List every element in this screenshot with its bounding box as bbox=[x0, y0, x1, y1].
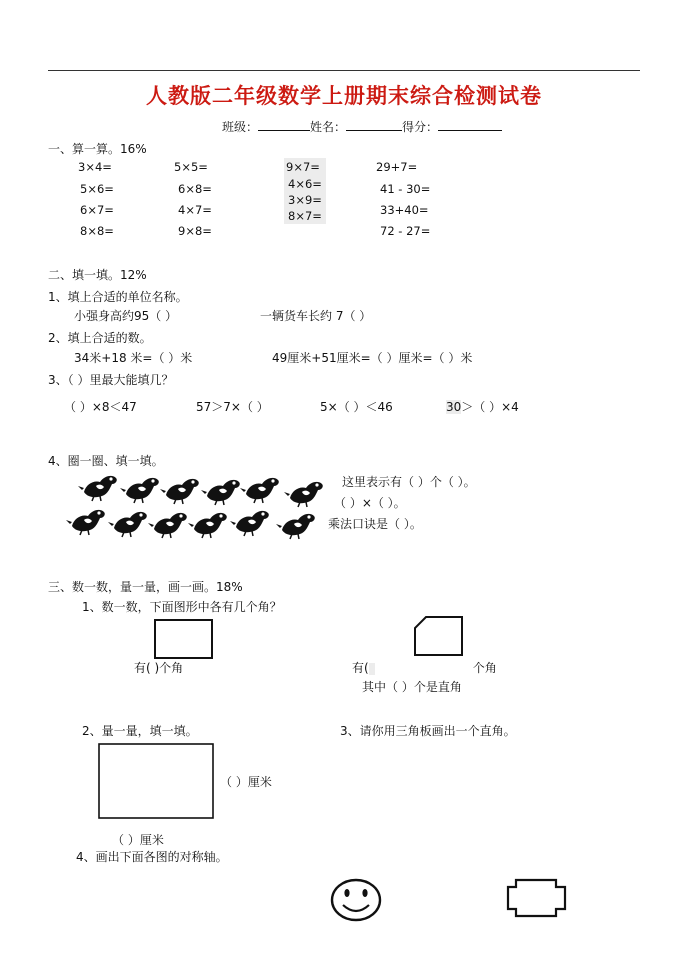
question-3-1: 1、数一数，下面图形中各有几个角？ bbox=[82, 600, 282, 614]
cut-corner-shape bbox=[415, 617, 462, 655]
calc-col4-item: 72 - 27= bbox=[380, 224, 431, 238]
cross-shape bbox=[508, 880, 565, 916]
smiley-face-icon bbox=[332, 880, 380, 920]
shaded-number: 30 bbox=[446, 400, 462, 414]
question-2-3a: （ ）×8＜47 bbox=[64, 400, 137, 414]
calc-col4-item: 41 - 30= bbox=[380, 182, 431, 196]
question-3-1a: 有( )个角 bbox=[134, 661, 184, 675]
question-2-4: 4、圈一圈、填一填。 bbox=[48, 454, 164, 468]
page-title: 人教版二年级数学上册期末综合检测试卷 bbox=[146, 84, 542, 108]
rectangle-shape bbox=[155, 620, 212, 658]
calc-col2-item: 6×8= bbox=[178, 182, 212, 196]
question-3-1b: 有( 个角 bbox=[352, 661, 497, 675]
class-label: 班级： bbox=[222, 120, 259, 134]
calc-col3-item: 3×9= bbox=[288, 193, 322, 207]
question-2-3b: 57＞7×（ ） bbox=[196, 400, 269, 414]
question-3-2: 2、量一量，填一填。 bbox=[82, 724, 198, 738]
score-label: 得分： bbox=[402, 120, 439, 134]
question-2-4a: 这里表示有（ ）个（ ）。 bbox=[342, 475, 476, 489]
calc-col2-item: 5×5= bbox=[174, 160, 208, 174]
question-3-2a: （ ）厘米 bbox=[220, 775, 272, 789]
name-label: 姓名： bbox=[310, 120, 347, 134]
question-2-3: 3、（ ）里最大能填几？ bbox=[48, 373, 174, 387]
question-2-2: 2、填上合适的数。 bbox=[48, 331, 152, 345]
question-3-3: 3、请你用三角板画出一个直角。 bbox=[340, 724, 516, 738]
question-2-1a: 小强身高约95（ ） bbox=[74, 309, 178, 323]
calc-col4-item: 33+40= bbox=[380, 203, 429, 217]
calc-col2-item: 9×8= bbox=[178, 224, 212, 238]
question-2-3d: 30＞（ ）×4 bbox=[446, 400, 519, 414]
calc-col3-item: 9×7= bbox=[286, 160, 320, 174]
measure-rectangle bbox=[99, 744, 213, 818]
question-2-1: 1、填上合适的单位名称。 bbox=[48, 290, 188, 304]
calc-col1-item: 8×8= bbox=[80, 224, 114, 238]
section-3-heading: 三、数一数，量一量，画一画。18% bbox=[48, 580, 243, 594]
calc-col1-item: 3×4= bbox=[78, 160, 112, 174]
question-2-1b: 一辆货车长约 7（ ） bbox=[260, 309, 372, 323]
question-3-4: 4、画出下面各图的对称轴。 bbox=[76, 850, 228, 864]
calc-col2-item: 4×7= bbox=[178, 203, 212, 217]
calc-col3-item: 4×6= bbox=[288, 177, 322, 191]
section-2-heading: 二、填一填。12% bbox=[48, 268, 147, 282]
calc-col1-item: 5×6= bbox=[80, 182, 114, 196]
question-3-1c: 其中（ ）个是直角 bbox=[362, 680, 462, 694]
question-2-2a: 34米+18 米=（ ）米 bbox=[74, 351, 193, 365]
question-2-4c: 乘法口诀是（ ）。 bbox=[328, 517, 422, 531]
question-3-2b: （ ）厘米 bbox=[112, 833, 164, 847]
question-2-4b: （ ）×（ ）。 bbox=[334, 496, 406, 510]
question-2-2b: 49厘米+51厘米=（ ）厘米=（ ）米 bbox=[272, 351, 473, 365]
calc-col3-item: 8×7= bbox=[288, 209, 322, 223]
calc-col4-item: 29+7= bbox=[376, 160, 418, 174]
section-1-heading: 一、算一算。16% bbox=[48, 142, 147, 156]
question-2-3c: 5×（ ）＜46 bbox=[320, 400, 393, 414]
calc-col1-item: 6×7= bbox=[80, 203, 114, 217]
